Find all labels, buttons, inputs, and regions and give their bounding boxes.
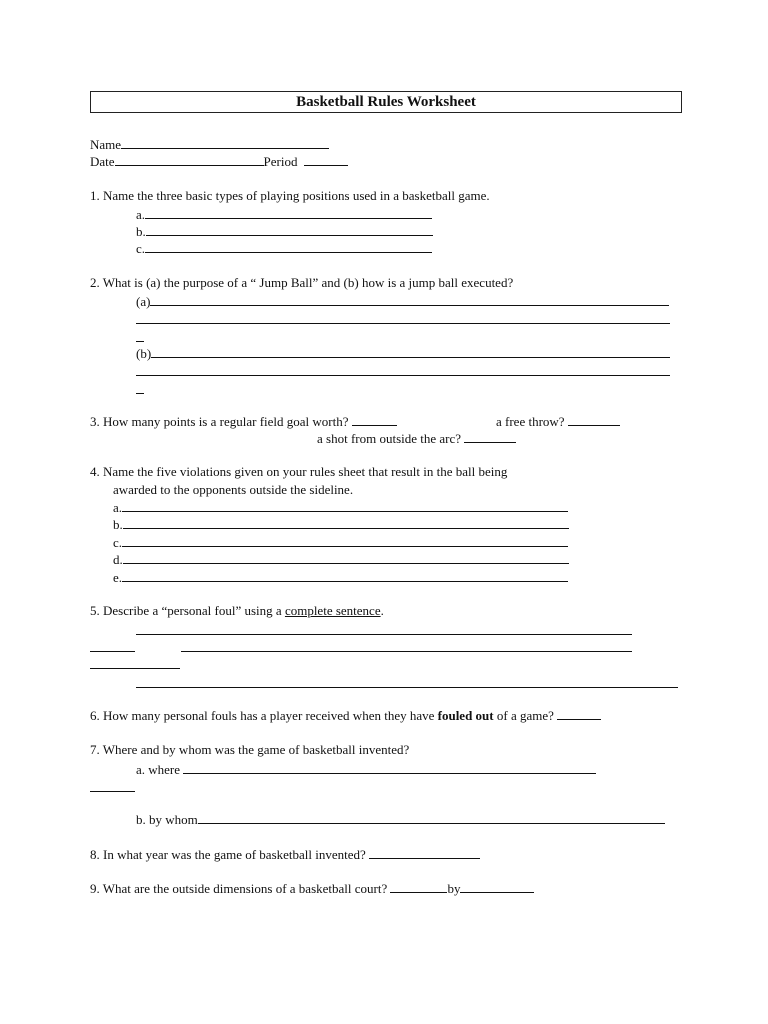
q4-answer-e: e. <box>113 569 568 586</box>
q1-answer-b: b. <box>136 223 433 240</box>
q5-line-2a[interactable] <box>90 651 135 652</box>
worksheet-title: Basketball Rules Worksheet <box>90 91 682 113</box>
q4-answer-c: c. <box>113 534 568 551</box>
q9-blank-2[interactable] <box>460 880 534 893</box>
q3-blank-free-throw[interactable] <box>568 413 620 426</box>
q2-line-b2[interactable] <box>136 375 670 376</box>
q4-answer-d: d. <box>113 551 569 568</box>
q1-answer-a: a. <box>136 206 432 223</box>
q3-free-throw: a free throw? <box>496 413 620 430</box>
q1-blank-b[interactable] <box>146 223 433 236</box>
q6-blank[interactable] <box>557 707 601 720</box>
q5-line-2b[interactable] <box>181 651 632 652</box>
name-label: Name <box>90 137 122 152</box>
q3-arc: a shot from outside the arc? <box>317 430 516 447</box>
q4-blank-e[interactable] <box>122 569 568 582</box>
q3-blank-arc[interactable] <box>464 430 516 443</box>
name-row <box>90 136 329 153</box>
q1-answer-c: c. <box>136 240 432 257</box>
q5-line-1[interactable] <box>136 634 632 635</box>
date-label: Date <box>90 154 115 169</box>
period-label: Period <box>263 154 298 169</box>
q5-prompt: 5. Describe a “personal foul” using a complete sentence. <box>90 603 384 618</box>
q8-row <box>90 846 480 863</box>
q3-prompt: 3. How many points is a regular field goal worth? <box>90 414 349 429</box>
q8-prompt: 8. In what year was the game of basketball invented? <box>90 847 366 862</box>
q1-blank-c[interactable] <box>145 240 432 253</box>
q2-answer-b: (b) <box>136 345 670 362</box>
date-row <box>90 153 348 170</box>
q7-line-where-2[interactable] <box>90 791 135 792</box>
q4-prompt-1: 4. Name the five violations given on your rules sheet that result in the ball being <box>90 464 508 479</box>
q3-row1 <box>90 413 397 430</box>
q8-blank[interactable] <box>369 846 480 859</box>
q4-blank-a[interactable] <box>122 499 568 512</box>
q2-blank-a[interactable] <box>150 293 669 306</box>
q1-prompt: 1. Name the three basic types of playing positions used in a basketball game. <box>90 188 490 203</box>
q2-blank-b[interactable] <box>151 345 670 358</box>
q7-prompt: 7. Where and by whom was the game of basketball invented? <box>90 742 410 757</box>
q7-where-row: a. where <box>136 761 596 778</box>
q9-row: 9. What are the outside dimensions of a basketball court? by <box>90 880 534 897</box>
q6-fouled-out: fouled out <box>437 708 494 723</box>
q2-answer-a: (a) <box>136 293 669 310</box>
q9-blank-1[interactable] <box>390 880 447 893</box>
q4-answer-b: b. <box>113 516 569 533</box>
period-blank[interactable] <box>304 153 348 166</box>
name-blank[interactable] <box>121 136 329 149</box>
date-blank[interactable] <box>115 153 264 166</box>
q7-blank-whom[interactable] <box>198 811 665 824</box>
q5-complete-sentence: complete sentence <box>284 603 381 618</box>
q5-line-3[interactable] <box>90 668 180 669</box>
q4-blank-d[interactable] <box>123 551 569 564</box>
q1-blank-a[interactable] <box>145 206 432 219</box>
q2-dash-b <box>136 393 144 394</box>
q7-blank-where[interactable] <box>183 761 596 774</box>
q9-prompt: 9. What are the outside dimensions of a basketball court? <box>90 881 388 896</box>
q4-blank-c[interactable] <box>122 534 568 547</box>
q2-prompt: 2. What is (a) the purpose of a “ Jump Ball” and (b) how is a jump ball executed? <box>90 275 514 290</box>
q6-prompt: 6. How many personal fouls has a player received when they have fouled out of a game? <box>90 707 601 724</box>
q4-prompt-2: awarded to the opponents outside the sideline. <box>113 482 354 497</box>
q4-blank-b[interactable] <box>123 516 569 529</box>
q2-line-a2[interactable] <box>136 323 670 324</box>
q3-blank-field-goal[interactable] <box>352 413 397 426</box>
q2-dash-a <box>136 341 144 342</box>
q4-answer-a: a. <box>113 499 568 516</box>
q7-whom-row: b. by whom <box>136 811 665 828</box>
q5-line-4[interactable] <box>136 687 678 688</box>
